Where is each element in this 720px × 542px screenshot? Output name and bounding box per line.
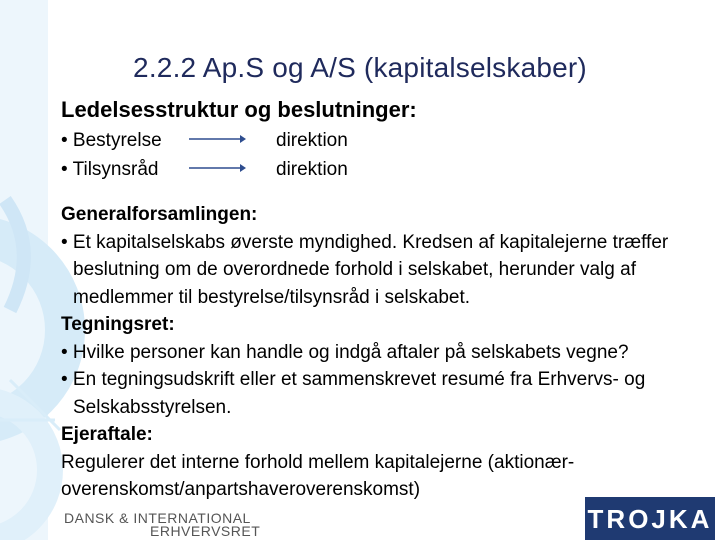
owner-agreement-text: Regulerer det interne forhold mellem kapitalejerne (aktionær-overenskomst/anpartshaveroverenskomst) (61, 451, 575, 500)
signing-rule-bullet: • En tegningsudskrift eller et sammenskrevet resumé fra Erhvervs- og Selskabsstyrelsen. (61, 369, 646, 418)
general-meeting-heading: Generalforsamlingen: (61, 204, 258, 225)
footer-line-1: DANSK & INTERNATIONAL (64, 510, 251, 526)
footer-line-2: ERHVERVSRET (150, 523, 261, 539)
management-left: • Tilsynsråd (61, 159, 159, 180)
management-right: direktion (276, 159, 348, 180)
trojka-logo: TROJKA (585, 497, 715, 540)
management-left: • Bestyrelse (61, 130, 162, 151)
owner-agreement-heading: Ejeraftale: (61, 424, 153, 445)
signing-rule-heading: Tegningsret: (61, 314, 175, 335)
management-right: direktion (276, 130, 348, 151)
page-title: 2.2.2 Ap.S og A/S (kapitalselskaber) (133, 52, 587, 83)
footer-course-name (64, 512, 260, 538)
general-meeting-bullet: • Et kapitalselskabs øverste myndighed. Kredsen af kapitalejerne træffer beslutning om de overordnede forhold i selskabet, herunder valg af medlemmer til bestyrelse/tilsynsråd i selskabet. (61, 231, 669, 308)
arrow-right-icon (188, 162, 246, 174)
section-subheading: Ledelsesstruktur og beslutninger: (61, 97, 417, 122)
arrow-right-icon (188, 133, 246, 145)
signing-rule-bullet: • Hvilke personer kan handle og indgå aftaler på selskabets vegne? (61, 341, 629, 363)
body-text (61, 201, 716, 504)
